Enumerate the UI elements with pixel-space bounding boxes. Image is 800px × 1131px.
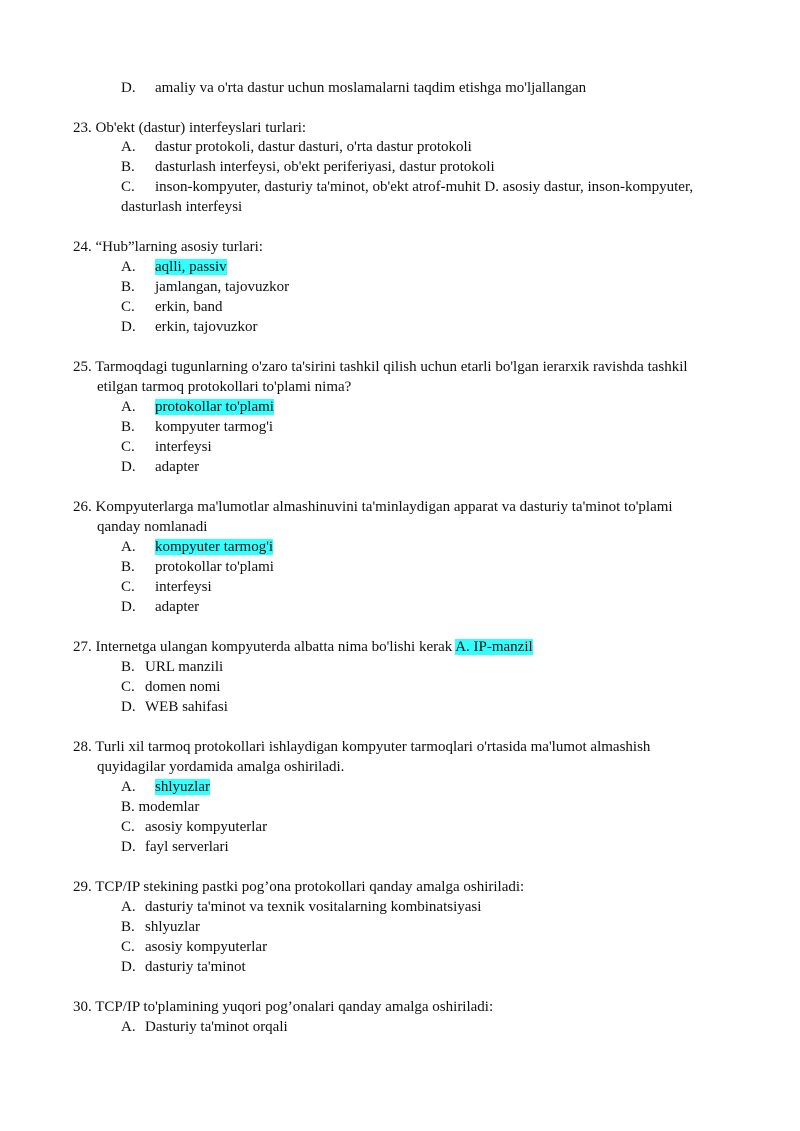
q24-question: 24. “Hub”larning asosiy turlari: bbox=[73, 239, 263, 255]
option-text: URL manzili bbox=[145, 659, 224, 675]
option-text: adapter bbox=[155, 599, 200, 615]
option-letter: C. bbox=[121, 579, 135, 595]
option-letter: B. bbox=[121, 919, 135, 935]
option-text: dasturiy ta'minot va texnik vositalarning kombinatsiyasi bbox=[145, 899, 482, 915]
highlighted-answer: A. IP-manzil bbox=[455, 639, 533, 655]
question-text: 27. Internetga ulangan kompyuterda albatta nima bo'lishi kerak bbox=[73, 639, 453, 655]
q27-option-b bbox=[121, 657, 223, 677]
q26-option-a bbox=[121, 537, 273, 557]
option-letter: D. bbox=[121, 80, 136, 96]
q23-option-b bbox=[121, 157, 495, 177]
option-letter: B. bbox=[121, 659, 135, 675]
option-letter: A. bbox=[121, 899, 136, 915]
q27-option-c bbox=[121, 677, 220, 697]
q28-option-c bbox=[121, 817, 267, 837]
q28-option-d bbox=[121, 837, 229, 857]
option-letter: A. bbox=[121, 139, 136, 155]
option-text: interfeysi bbox=[155, 439, 212, 455]
q29-option-d bbox=[121, 957, 246, 977]
option-text: erkin, tajovuzkor bbox=[155, 319, 258, 335]
option-letter: C. bbox=[121, 179, 135, 195]
option-letter: B. bbox=[121, 279, 135, 295]
option-letter: C. bbox=[121, 679, 135, 695]
option-letter: C. bbox=[121, 299, 135, 315]
option-letter: A. bbox=[121, 1019, 136, 1035]
option-text: protokollar to'plami bbox=[155, 559, 274, 575]
q25-option-d bbox=[121, 457, 199, 477]
option-letter: D. bbox=[121, 319, 136, 335]
option-text: domen nomi bbox=[145, 679, 221, 695]
option-letter: D. bbox=[121, 699, 136, 715]
option-letter: C. bbox=[121, 939, 135, 955]
option-text: dastur protokoli, dastur dasturi, o'rta dastur protokoli bbox=[155, 139, 472, 155]
q29-option-c bbox=[121, 937, 267, 957]
option-letter: A. bbox=[121, 779, 136, 795]
q25-question: 25. Tarmoqdagi tugunlarning o'zaro ta'sirini tashkil qilish uchun etarli bo'lgan ierarxik ravishda tashkil bbox=[73, 359, 688, 375]
q24-option-b bbox=[121, 277, 289, 297]
option-text: dasturlash interfeysi, ob'ekt periferiyasi, dastur protokoli bbox=[155, 159, 495, 175]
q26-option-c bbox=[121, 577, 212, 597]
q28-option-a bbox=[121, 777, 210, 797]
option-text: inson-kompyuter, dasturiy ta'minot, ob'ekt atrof-muhit D. asosiy dastur, inson-kompyuter, bbox=[155, 179, 694, 195]
option-letter: A. bbox=[121, 539, 136, 555]
option-text: fayl serverlari bbox=[145, 839, 229, 855]
highlighted-answer: aqlli, passiv bbox=[155, 259, 227, 275]
q28-question: 28. Turli xil tarmoq protokollari ishlaydigan kompyuter tarmoqlari o'rtasida ma'lumot almashish bbox=[73, 739, 651, 755]
q30-option-a bbox=[121, 1017, 288, 1037]
option-letter: C. bbox=[121, 819, 135, 835]
option-text: adapter bbox=[155, 459, 200, 475]
option-text: shlyuzlar bbox=[145, 919, 200, 935]
q27-option-d bbox=[121, 697, 228, 717]
q30-question: 30. TCP/IP to'plamining yuqori pog’onalari qanday amalga oshiriladi: bbox=[73, 999, 494, 1015]
q26-question: 26. Kompyuterlarga ma'lumotlar almashinuvini ta'minlaydigan apparat va dasturiy ta'minot to'plami bbox=[73, 499, 673, 515]
q26-question-continuation: qanday nomlanadi bbox=[97, 519, 208, 535]
option-letter: C. bbox=[121, 439, 135, 455]
q28-option-b: B. modemlar bbox=[121, 799, 200, 815]
q23-option-a bbox=[121, 137, 472, 157]
option-text: erkin, band bbox=[155, 299, 223, 315]
option-letter: D. bbox=[121, 959, 136, 975]
highlighted-answer: protokollar to'plami bbox=[155, 399, 274, 415]
option-text: Dasturiy ta'minot orqali bbox=[145, 1019, 288, 1035]
option-letter: D. bbox=[121, 599, 136, 615]
option-text: kompyuter tarmog'i bbox=[155, 419, 274, 435]
option-letter: A. bbox=[121, 399, 136, 415]
option-text: jamlangan, tajovuzkor bbox=[155, 279, 290, 295]
option-text: dasturiy ta'minot bbox=[145, 959, 246, 975]
q23-question: 23. Ob'ekt (dastur) interfeyslari turlari: bbox=[73, 120, 307, 136]
option-text: WEB sahifasi bbox=[145, 699, 228, 715]
q24-option-a bbox=[121, 257, 227, 277]
q25-question-continuation: etilgan tarmoq protokollari to'plami nima? bbox=[97, 379, 352, 395]
option-text: asosiy kompyuterlar bbox=[145, 939, 268, 955]
q24-option-c bbox=[121, 297, 222, 317]
q23-option-c bbox=[121, 177, 693, 197]
option-text: interfeysi bbox=[155, 579, 212, 595]
option-letter: B. bbox=[121, 419, 135, 435]
q24-option-d bbox=[121, 317, 257, 337]
q25-option-c bbox=[121, 437, 212, 457]
highlighted-answer: shlyuzlar bbox=[155, 779, 210, 795]
q25-option-a bbox=[121, 397, 274, 417]
option-letter: A. bbox=[121, 259, 136, 275]
q26-option-b bbox=[121, 557, 274, 577]
q29-option-b bbox=[121, 917, 200, 937]
option-text: amaliy va o'rta dastur uchun moslamalarni taqdim etishga mo'ljallangan bbox=[155, 80, 587, 96]
q27-question bbox=[73, 637, 533, 657]
q25-option-b bbox=[121, 417, 273, 437]
q29-option-a bbox=[121, 897, 481, 917]
q23-option-c-continuation: dasturlash interfeysi bbox=[121, 199, 243, 215]
option-letter: B. bbox=[121, 159, 135, 175]
option-text: asosiy kompyuterlar bbox=[145, 819, 268, 835]
option-letter: D. bbox=[121, 459, 136, 475]
q28-question-continuation: quyidagilar yordamida amalga oshiriladi. bbox=[97, 759, 345, 775]
option-letter: B. bbox=[121, 559, 135, 575]
option-letter: D. bbox=[121, 839, 136, 855]
q29-question: 29. TCP/IP stekining pastki pog’ona protokollari qanday amalga oshiriladi: bbox=[73, 879, 525, 895]
q26-option-d bbox=[121, 597, 199, 617]
highlighted-answer: kompyuter tarmog'i bbox=[155, 539, 274, 555]
q22-option-d bbox=[121, 78, 586, 98]
